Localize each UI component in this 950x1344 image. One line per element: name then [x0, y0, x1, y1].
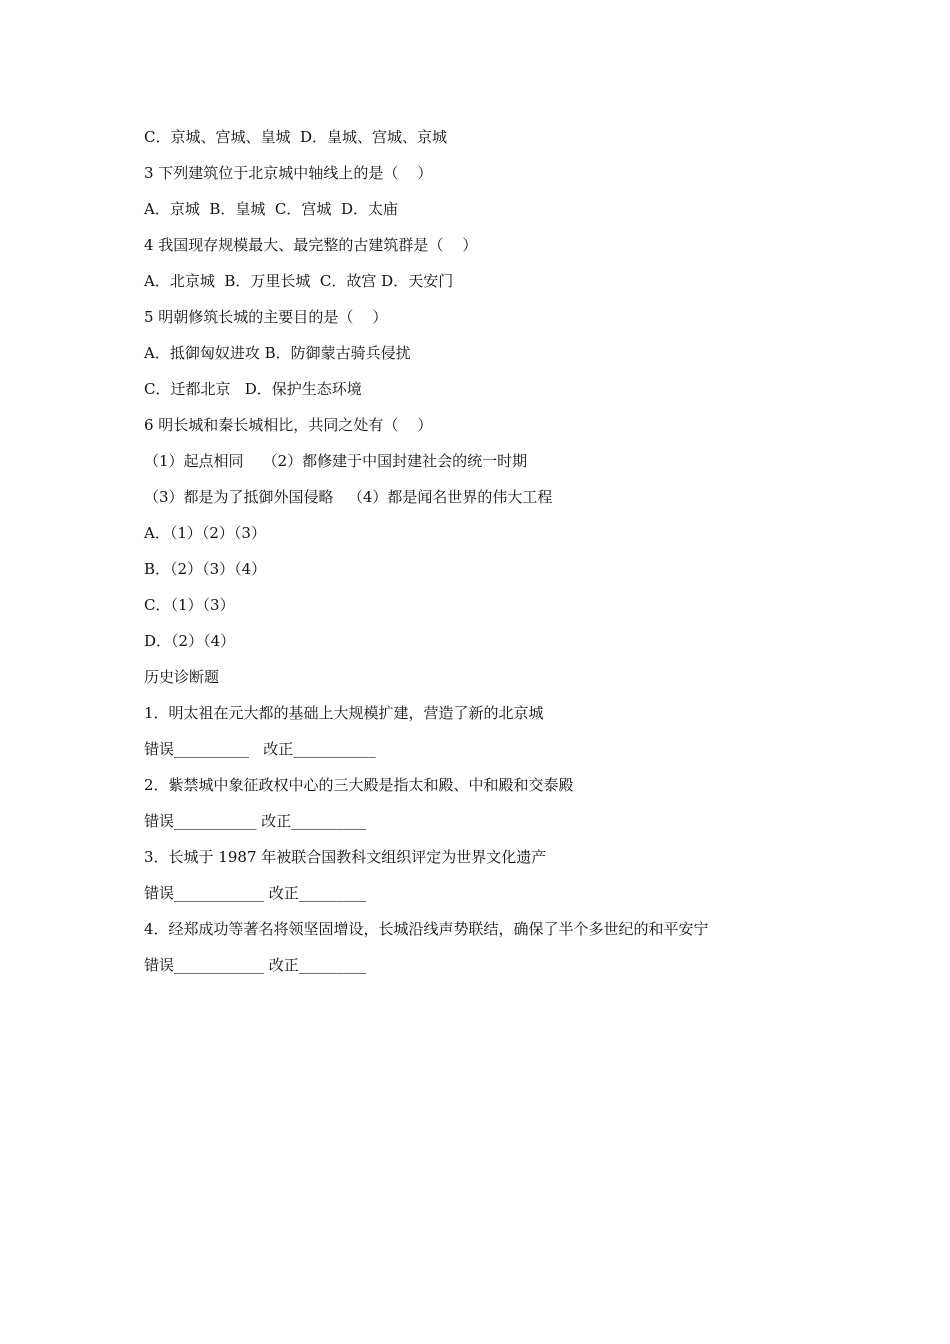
q6-statements-1-2: （1）起点相同 （2）都修建于中国封建社会的统一时期	[144, 452, 528, 470]
q2-options-cd: C．京城、宫城、皇城 D．皇城、宫城、京城	[144, 128, 448, 146]
q6-option-a: A．（1）（2）（3）	[144, 524, 266, 542]
q3-options: A．京城 B．皇城 C．宫城 D．太庙	[144, 200, 398, 218]
document-body	[144, 124, 824, 988]
diagnosis-answer-3: 错误____________ 改正_________	[144, 884, 367, 902]
q6-option-d: D．（2）（4）	[144, 632, 236, 650]
q5-options-cd: C．迁都北京 D．保护生态环境	[144, 380, 362, 398]
q6-statements-3-4: （3）都是为了抵御外国侵略 （4）都是闻名世界的伟大工程	[144, 488, 553, 506]
diagnosis-item-2: 2．紫禁城中象征政权中心的三大殿是指太和殿、中和殿和交泰殿	[144, 776, 574, 794]
diagnosis-answer-1: 错误__________ 改正___________	[144, 740, 376, 758]
diagnosis-answer-4: 错误____________ 改正_________	[144, 956, 367, 974]
q6-option-b: B．（2）（3）（4）	[144, 560, 267, 578]
diagnosis-item-3: 3．长城于 1987 年被联合国教科文组织评定为世界文化遗产	[144, 848, 547, 866]
diagnosis-item-4: 4．经郑成功等著名将领坚固增设，长城沿线声势联结，确保了半个多世纪的和平安宁	[144, 920, 709, 938]
diagnosis-answer-2: 错误___________ 改正__________	[144, 812, 367, 830]
q5-options-ab: A．抵御匈奴进攻 B．防御蒙古骑兵侵扰	[144, 344, 411, 362]
section-title-diagnosis: 历史诊断题	[144, 668, 220, 686]
q6-option-c: C．（1）（3）	[144, 596, 235, 614]
q6-question: 6 明长城和秦长城相比，共同之处有（ ）	[144, 416, 433, 434]
diagnosis-item-1: 1．明太祖在元大都的基础上大规模扩建，营造了新的北京城	[144, 704, 544, 722]
q5-question: 5 明朝修筑长城的主要目的是（ ）	[144, 308, 388, 326]
q4-options: A．北京城 B．万里长城 C．故宫 D．天安门	[144, 272, 454, 290]
q4-question: 4 我国现存规模最大、最完整的古建筑群是（ ）	[144, 236, 478, 254]
q3-question: 3 下列建筑位于北京城中轴线上的是（ ）	[144, 164, 433, 182]
